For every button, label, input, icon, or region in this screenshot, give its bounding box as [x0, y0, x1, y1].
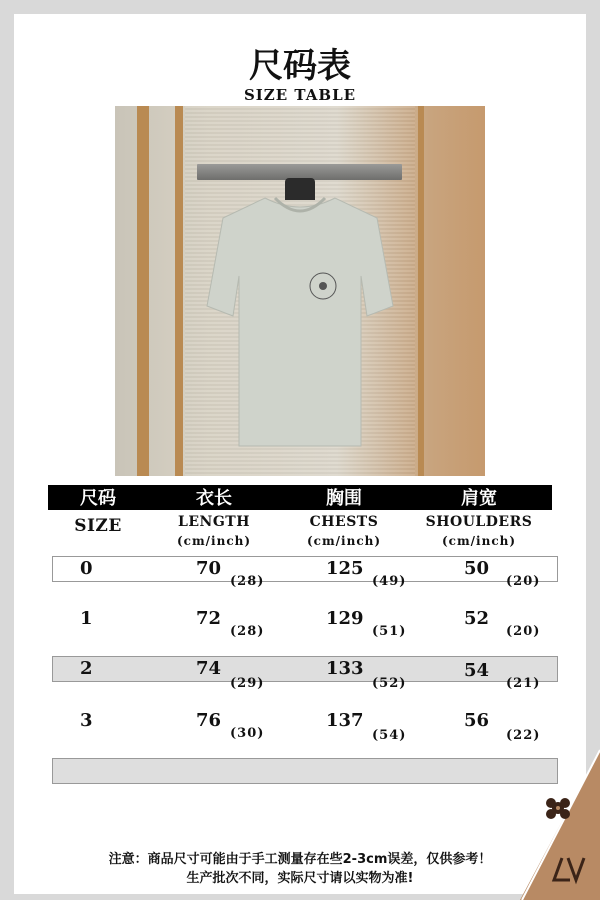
row-0-length-inch: (28): [230, 574, 265, 589]
row-3-shoulder: 56: [464, 710, 490, 731]
row-1-size: 1: [80, 608, 93, 629]
header-chest-en: CHESTS: [309, 514, 379, 530]
row-3-chest: 137: [326, 710, 364, 731]
row-2-chest-inch: (52): [372, 676, 407, 691]
header-chest-cn: 胸围: [326, 488, 362, 509]
unit-chest: (cm/inch): [306, 534, 382, 548]
header-shoulder-cn: 肩宽: [461, 488, 497, 509]
header-size-cn: 尺码: [80, 488, 116, 509]
unit-length: (cm/inch): [176, 534, 252, 548]
row-1-chest-inch: (51): [372, 624, 407, 639]
row-2-length-inch: (29): [230, 676, 265, 691]
size-chart-page: [14, 14, 586, 894]
header-length-cn: 衣长: [196, 488, 232, 509]
header-size-en: SIZE: [74, 516, 122, 536]
row-1-length-inch: (28): [230, 624, 265, 639]
row-0-size: 0: [80, 558, 93, 579]
unit-shoulder: (cm/inch): [441, 534, 517, 548]
row-0-length: 70: [196, 558, 222, 579]
row-0-shoulder-inch: (20): [506, 574, 541, 589]
row-1-length: 72: [196, 608, 222, 629]
footer-note-2: 生产批次不同，实际尺寸请以实物为准!: [186, 871, 414, 886]
row-3-length-inch: (30): [230, 726, 265, 741]
row-0-shoulder: 50: [464, 558, 490, 579]
header-length-en: LENGTH: [178, 514, 250, 530]
row-3-chest-inch: (54): [372, 728, 407, 743]
tshirt-icon: [115, 106, 485, 476]
row-2-shoulder: 54: [464, 660, 490, 681]
row-0-chest-inch: (49): [372, 574, 407, 589]
row-2-shoulder-inch: (21): [506, 676, 541, 691]
row-0-chest: 125: [326, 558, 364, 579]
row-2-size: 2: [80, 658, 93, 679]
page-subtitle: SIZE TABLE: [243, 86, 357, 104]
row-3-length: 76: [196, 710, 222, 731]
footer-note-1: 注意：商品尺寸可能由于手工测量存在些2-3cm误差，仅供参考！: [108, 852, 492, 867]
row-3-size: 3: [80, 710, 93, 731]
row-2-length: 74: [196, 658, 222, 679]
header-shoulder-en: SHOULDERS: [425, 514, 533, 530]
product-photo: [115, 106, 485, 476]
empty-row-box: [52, 758, 558, 784]
row-2-chest: 133: [326, 658, 364, 679]
page-title: 尺码表: [249, 46, 351, 86]
row-1-chest: 129: [326, 608, 364, 629]
row-1-shoulder-inch: (20): [506, 624, 541, 639]
brand-logo-corner: [510, 730, 600, 900]
row-3-shoulder-inch: (22): [506, 728, 541, 743]
row-1-shoulder: 52: [464, 608, 490, 629]
